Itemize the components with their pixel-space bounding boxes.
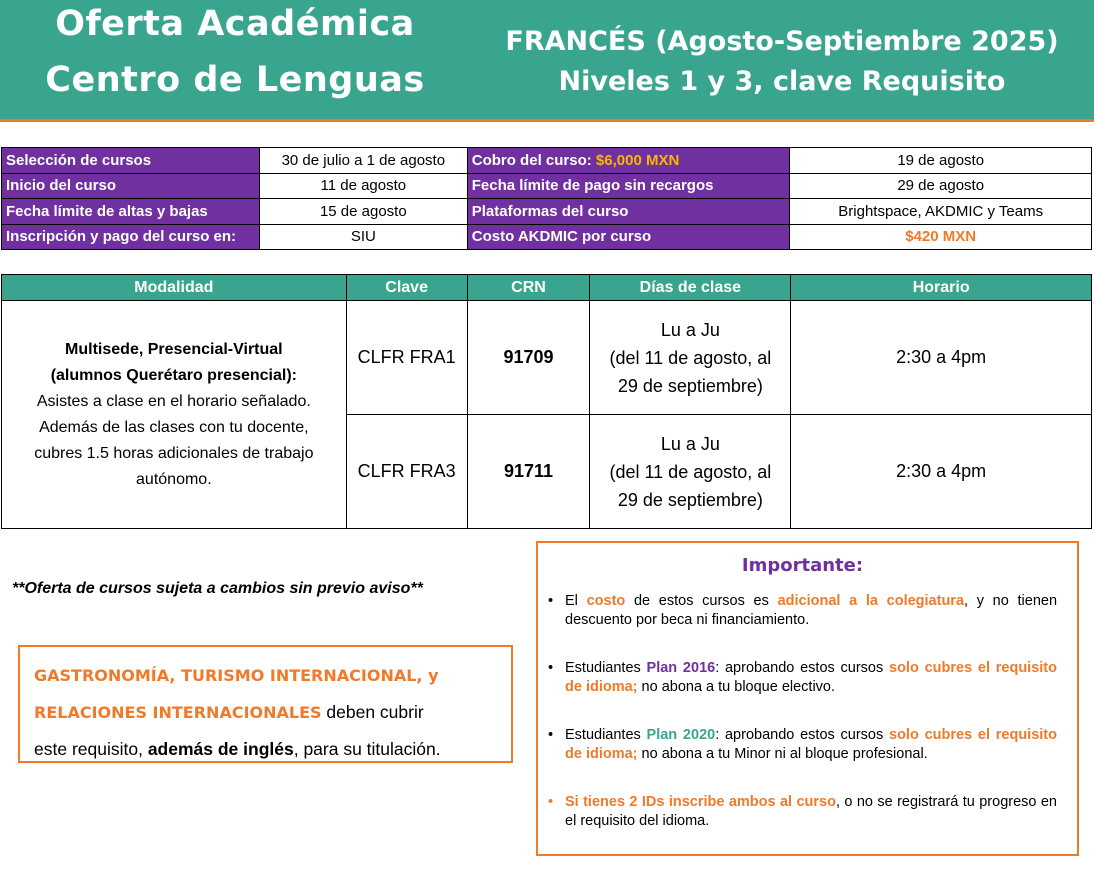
highlight: Si tienes 2 IDs inscribe ambos al curso [565, 794, 836, 810]
dias-line: 29 de septiembre) [617, 375, 763, 396]
banner-title: Oferta Académica [55, 4, 415, 44]
important-box [536, 541, 1079, 856]
highlight: costo [586, 593, 626, 609]
info-value: SIU [259, 224, 467, 250]
banner-subtitle: Centro de Lenguas [45, 60, 425, 100]
disclaimer: **Oferta de cursos sujeta a cambios sin previo aviso** [12, 580, 423, 597]
dias-line: 29 de septiembre) [617, 489, 763, 510]
info-label-text: Cobro del curso: [471, 151, 596, 169]
clave-cell: CLFR FRA1 [346, 301, 467, 415]
info-row [2, 224, 1092, 250]
info-row [2, 148, 1092, 174]
highlight: solo cubres el requisito de idioma; [565, 660, 1057, 695]
col-header-clave: Clave [346, 275, 467, 301]
info-value: 15 de agosto [259, 199, 467, 225]
note-line [34, 657, 497, 694]
crn-cell: 91711 [467, 415, 590, 529]
list-item [548, 726, 1057, 764]
info-label [467, 148, 790, 174]
modalidad-cell [2, 301, 347, 529]
info-label: Selección de cursos [2, 148, 260, 174]
col-header-dias: Días de clase [590, 275, 791, 301]
important-list [548, 592, 1057, 831]
info-value: 11 de agosto [259, 173, 467, 199]
info-value: 29 de agosto [790, 173, 1092, 199]
plan-label: Plan 2020 [646, 727, 716, 743]
info-row [2, 173, 1092, 199]
modalidad-title: Multisede, Presencial-Virtual [65, 340, 283, 358]
modalidad-subtitle: (alumnos Querétaro presencial): [50, 366, 297, 384]
highlight: solo cubres el requisito de idioma; [565, 727, 1057, 762]
info-value: 19 de agosto [790, 148, 1092, 174]
course-info-table [1, 147, 1092, 250]
course-title: FRANCÉS (Agosto-Septiembre 2025) [505, 26, 1059, 57]
info-label: Inscripción y pago del curso en: [2, 224, 260, 250]
table-row [2, 301, 1092, 415]
schedule-table [1, 274, 1092, 529]
dias-line: Lu a Ju [660, 433, 720, 454]
info-value: 30 de julio a 1 de agosto [259, 148, 467, 174]
text: no abona a tu Minor ni al bloque profesional. [637, 746, 928, 762]
note-line [34, 694, 497, 731]
degree-note-box [18, 645, 513, 763]
info-label: Fecha límite de altas y bajas [2, 199, 260, 225]
col-header-horario: Horario [791, 275, 1092, 301]
plan-label: Plan 2016 [646, 660, 716, 676]
note-programs: RELACIONES INTERNACIONALES [34, 703, 322, 722]
modalidad-text: cubres 1.5 horas adicionales de trabajo [34, 444, 314, 462]
dias-cell [590, 415, 791, 529]
modalidad-text: Además de las clases con tu docente, [39, 418, 309, 436]
note-text: , para su titulación. [293, 739, 441, 759]
text: Estudiantes [565, 727, 647, 743]
info-label: Plataformas del curso [467, 199, 790, 225]
banner-left [0, 0, 470, 108]
highlight: adicional a la colegiatura [777, 593, 965, 609]
text: Estudiantes [565, 660, 647, 676]
horario-cell: 2:30 a 4pm [791, 415, 1092, 529]
info-value: Brightspace, AKDMIC y Teams [790, 199, 1092, 225]
note-programs: GASTRONOMÍA, TURISMO INTERNACIONAL, y [34, 666, 439, 685]
list-item [548, 592, 1057, 630]
text: , y no tienen descuento por beca ni financiamiento. [565, 593, 1058, 628]
note-line [34, 731, 497, 767]
course-price: $6,000 MXN [595, 151, 680, 169]
text: de estos cursos es [625, 593, 778, 609]
note-text: este requisito, [34, 739, 148, 759]
note-emphasis: además de inglés [147, 739, 294, 759]
text: no abona a tu bloque electivo. [637, 679, 836, 695]
crn-cell: 91709 [467, 301, 590, 415]
info-label: Costo AKDMIC por curso [467, 224, 790, 250]
note-text: deben cubrir [321, 702, 424, 722]
list-item [548, 793, 1057, 831]
list-item [548, 659, 1057, 697]
clave-cell: CLFR FRA3 [346, 415, 467, 529]
dias-line: (del 11 de agosto, al [609, 461, 772, 482]
info-label: Fecha límite de pago sin recargos [467, 173, 790, 199]
horario-cell: 2:30 a 4pm [791, 301, 1092, 415]
modalidad-text: Asistes a clase en el horario señalado. [36, 392, 311, 410]
dias-line: (del 11 de agosto, al [609, 347, 772, 368]
col-header-crn: CRN [467, 275, 590, 301]
text: , o no se registrará tu progreso en el requisito del idioma. [565, 794, 1057, 829]
dias-line: Lu a Ju [660, 319, 720, 340]
text: : aprobando estos cursos [715, 660, 890, 676]
col-header-modalidad: Modalidad [2, 275, 347, 301]
text: : aprobando estos cursos [715, 727, 890, 743]
banner-right [470, 22, 1094, 102]
modalidad-text: autónomo. [136, 470, 212, 488]
header-banner [0, 0, 1094, 122]
info-row [2, 199, 1092, 225]
course-subtitle: Niveles 1 y 3, clave Requisito [558, 66, 1006, 97]
info-label: Inicio del curso [2, 173, 260, 199]
dias-cell [590, 301, 791, 415]
schedule-header-row [2, 275, 1092, 301]
important-title: Importante: [741, 555, 864, 576]
akdmic-cost: $420 MXN [790, 224, 1092, 250]
text: El [565, 593, 587, 609]
